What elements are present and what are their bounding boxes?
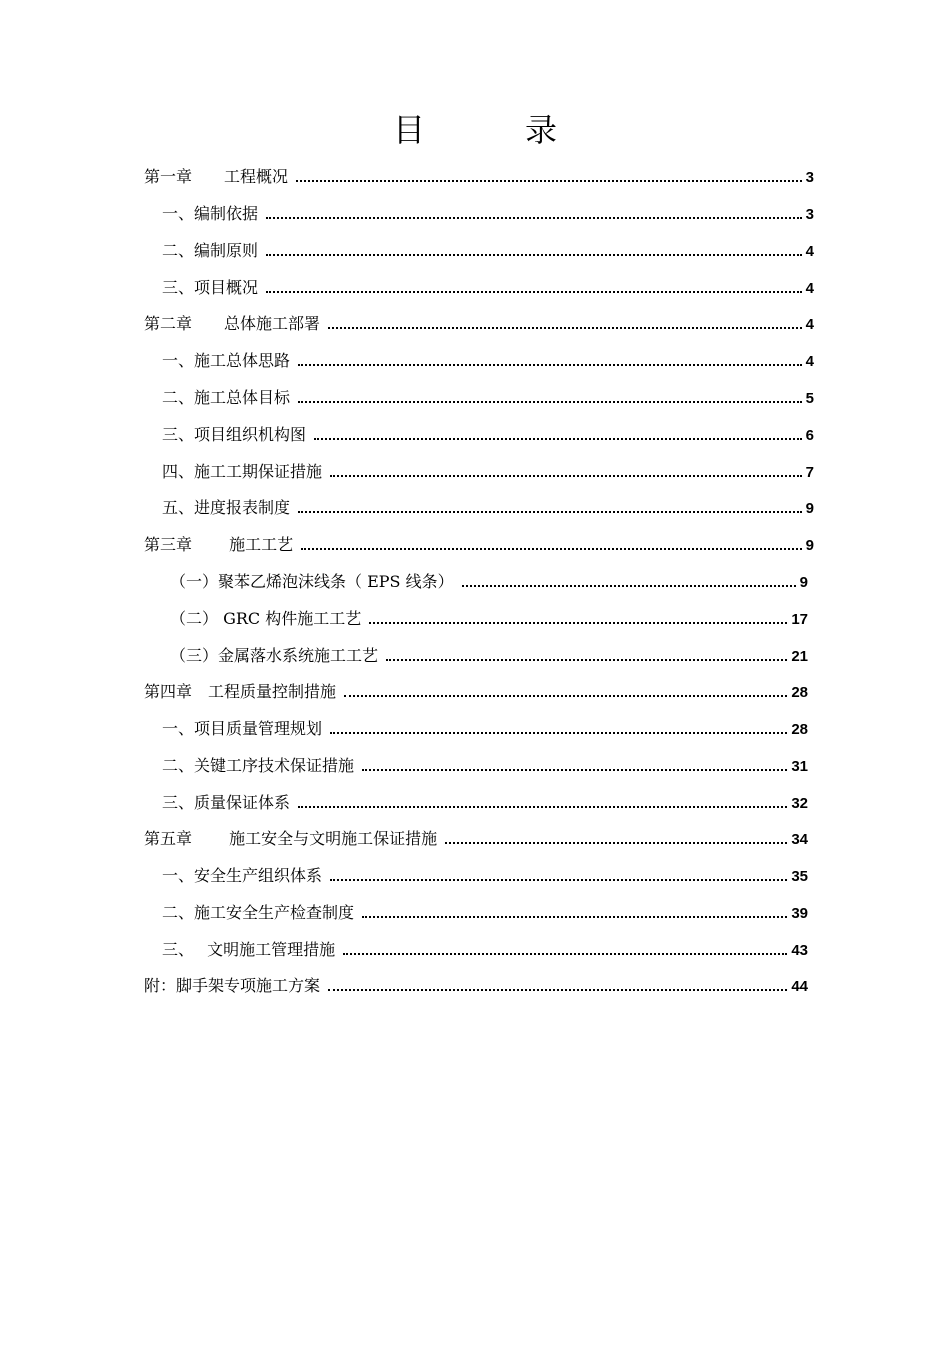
toc-entry[interactable] (162, 276, 814, 300)
dot-leader (296, 166, 802, 182)
dot-leader (330, 461, 802, 477)
toc-entry[interactable] (170, 607, 808, 631)
toc-entry-page: 9 (805, 500, 814, 517)
toc-entry-page: 4 (805, 316, 814, 333)
toc-entry-page: 21 (791, 648, 808, 665)
dot-leader (328, 975, 787, 991)
toc-entry-label: 第二章 总体施工部署 (144, 314, 321, 333)
toc-entry-label: 第三章 施工工艺 (144, 535, 294, 554)
toc-entry-page: 4 (805, 353, 814, 370)
toc-entry-label: （二） GRC 构件施工工艺 (170, 609, 362, 628)
toc-entry-appendix[interactable] (144, 974, 808, 998)
toc-entry-page: 31 (791, 758, 808, 775)
toc-entry-page: 3 (805, 169, 814, 186)
toc-entry-label: （三）金属落水系统施工工艺 (170, 646, 379, 665)
dot-leader (445, 828, 787, 844)
toc-entry-label: 第一章 工程概况 (144, 167, 289, 186)
toc-entry-page: 4 (805, 280, 814, 297)
dot-leader (301, 534, 802, 550)
toc-entry-label: 附：脚手架专项施工方案 (144, 976, 321, 995)
toc-entry[interactable] (162, 754, 808, 778)
dot-leader (328, 313, 802, 329)
toc-entry-page: 5 (805, 390, 814, 407)
toc-entry[interactable] (162, 386, 814, 410)
dot-leader (344, 681, 787, 697)
toc-entry[interactable] (162, 496, 814, 520)
toc-entry[interactable] (162, 460, 814, 484)
toc-entry-label: 一、项目质量管理规划 (162, 719, 323, 738)
toc-entry-label: 一、编制依据 (162, 204, 259, 223)
toc-entry[interactable] (162, 901, 808, 925)
dot-leader (330, 865, 787, 881)
toc-entry[interactable] (162, 349, 814, 373)
dot-leader (386, 645, 787, 661)
toc-entry[interactable] (162, 938, 808, 962)
toc-entry-label: 二、施工总体目标 (162, 388, 291, 407)
toc-entry-page: 9 (799, 574, 808, 591)
toc-entry[interactable] (170, 570, 808, 594)
toc-entry-label: 三、 文明施工管理措施 (162, 940, 336, 959)
dot-leader (298, 350, 802, 366)
dot-leader (343, 939, 787, 955)
toc-entry-label: 一、安全生产组织体系 (162, 866, 323, 885)
toc-entry-chapter-1[interactable] (144, 165, 814, 189)
toc-entry-page: 3 (805, 206, 814, 223)
toc-entry-chapter-4[interactable] (144, 680, 808, 704)
toc-entry[interactable] (162, 717, 808, 741)
dot-leader (266, 203, 802, 219)
toc-entry-label: 二、施工安全生产检查制度 (162, 903, 355, 922)
toc-entry[interactable] (162, 202, 814, 226)
toc-entry-chapter-2[interactable] (144, 312, 814, 336)
toc-entry-label: 三、质量保证体系 (162, 793, 291, 812)
toc-entry-label: 三、项目概况 (162, 278, 259, 297)
toc-entry-page: 28 (791, 721, 808, 738)
dot-leader (330, 718, 787, 734)
toc-entry-page: 35 (791, 868, 808, 885)
toc-entry-label: 一、施工总体思路 (162, 351, 291, 370)
toc-entry-page: 44 (791, 978, 808, 995)
toc-entry-label: 第五章 施工安全与文明施工保证措施 (144, 829, 438, 848)
toc-entry-page: 7 (805, 464, 814, 481)
toc-entry-chapter-5[interactable] (144, 827, 808, 851)
toc-entry-chapter-3[interactable] (144, 533, 814, 557)
dot-leader (266, 240, 802, 256)
toc-entry[interactable] (162, 791, 808, 815)
toc-entry[interactable] (162, 864, 808, 888)
toc-entry-page: 39 (791, 905, 808, 922)
toc-entry[interactable] (162, 423, 814, 447)
toc-entry-label: 二、关键工序技术保证措施 (162, 756, 355, 775)
toc-entry-label: 三、项目组织机构图 (162, 425, 307, 444)
dot-leader (298, 387, 802, 403)
toc-entry-label: （一）聚苯乙烯泡沫线条（ EPS 线条） (170, 572, 454, 591)
toc-entry-page: 17 (791, 611, 808, 628)
dot-leader (298, 497, 802, 513)
dot-leader (298, 792, 787, 808)
toc-entry-label: 五、进度报表制度 (162, 498, 291, 517)
toc-entry-page: 43 (791, 942, 808, 959)
toc-entry-page: 9 (805, 537, 814, 554)
dot-leader (266, 277, 802, 293)
toc-entry-page: 32 (791, 795, 808, 812)
toc-entry-label: 第四章 工程质量控制措施 (144, 682, 337, 701)
toc-entry-page: 4 (805, 243, 814, 260)
toc-entry[interactable] (162, 239, 814, 263)
toc-entry-page: 28 (791, 684, 808, 701)
dot-leader (362, 755, 787, 771)
toc-title: 目 录 (392, 111, 591, 149)
toc-entry[interactable] (170, 644, 808, 668)
toc-entry-page: 34 (791, 831, 808, 848)
toc-entry-label: 四、施工工期保证措施 (162, 462, 323, 481)
dot-leader (462, 571, 796, 587)
toc-entry-label: 二、编制原则 (162, 241, 259, 260)
toc-entry-page: 6 (805, 427, 814, 444)
dot-leader (314, 424, 802, 440)
dot-leader (369, 608, 787, 624)
dot-leader (362, 902, 787, 918)
